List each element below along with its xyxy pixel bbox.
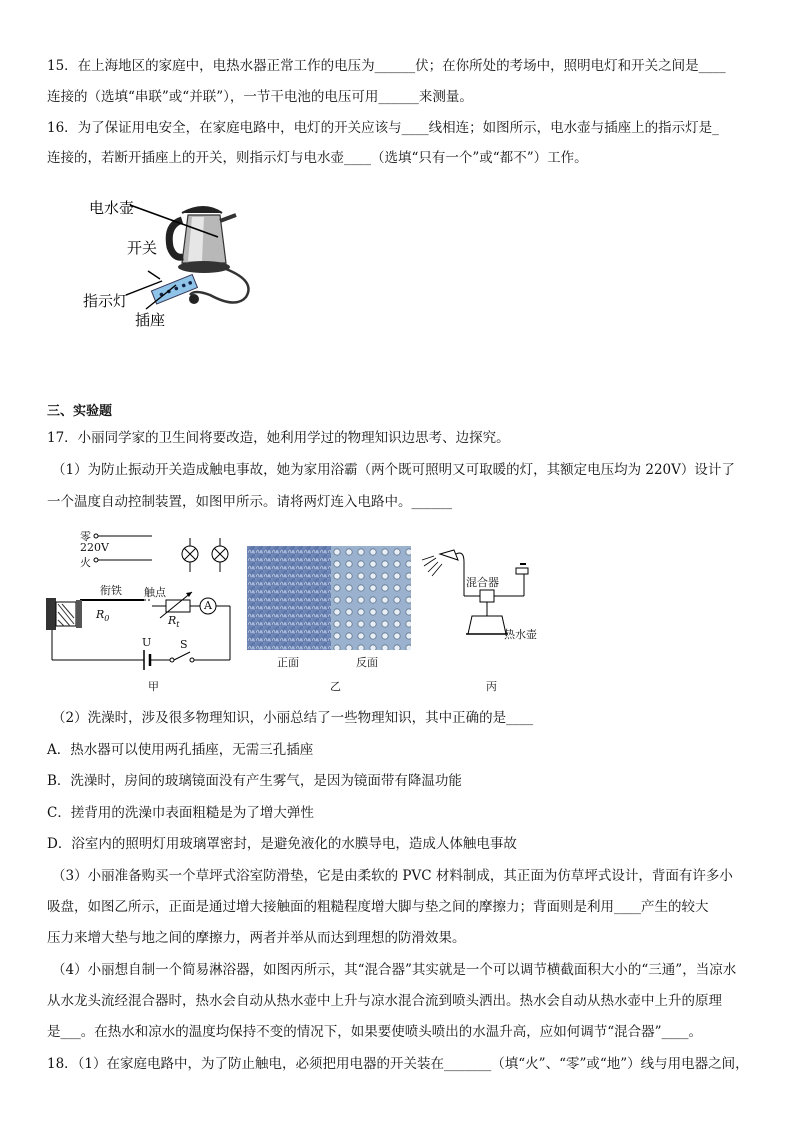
fire-label: 火 <box>80 556 91 569</box>
mat-back-label: 反面 <box>356 656 378 669</box>
q16-line2: 连接的，若断开插座上的开关，则指示灯与电水壶____（选填“只有一个”或“都不”）工作。 <box>47 150 588 166</box>
caption-bing: 丙 <box>486 680 497 693</box>
q17-p1-line2: 一个温度自动控制装置，如图甲所示。请将两灯连入电路中。______ <box>47 494 452 510</box>
hot-kettle-label: 热水壶 <box>504 628 537 641</box>
kettle-label: 电水壶 <box>89 199 135 217</box>
section-title: 三、实验题 <box>47 404 113 419</box>
q17-p4-line1: （4）小丽想自制一个简易淋浴器，如图丙所示，其“混合器”其实就是一个可以调节横截面积大小的“三通”，当凉水 <box>52 962 737 978</box>
rt-label: $R_t$ <box>168 614 180 630</box>
figure-jia-circuit <box>40 528 240 693</box>
mat-front-label: 正面 <box>277 656 299 669</box>
r0-label: $R_0$ <box>96 608 110 624</box>
figure-yi-mat <box>247 546 411 650</box>
caption-jia: 甲 <box>148 680 159 693</box>
q17-p2: （2）洗澡时，涉及很多物理知识，小丽总结了一些物理知识，其中正确的是____ <box>52 710 534 726</box>
q15-line1: 15．在上海地区的家庭中，电热水器正常工作的电压为______伏；在你所处的考场中，照明电灯和开关之间是____ <box>47 58 726 74</box>
q17-p3-line1: （3）小丽准备购买一个草坪式浴室防滑垫，它是由柔软的 PVC 材料制成，其正面为仿草坪式设计，背面有许多小 <box>52 868 733 884</box>
q17-p4-line3: 是___。在热水和凉水的温度均保持不变的情况下，如果要使喷头喷出的水温升高，应如何调节“混合器”____。 <box>47 1024 703 1040</box>
kettle-socket-figure <box>70 185 310 335</box>
q17-option-c: C．搓背用的洗澡巾表面粗糙是为了增大弹性 <box>47 805 314 821</box>
q16-line1: 16．为了保证用电安全，在家庭电路中，电灯的开关应该与____线相连；如图所示，电水壶与插座上的指示灯是_ <box>47 120 719 136</box>
s-label: S <box>180 638 188 651</box>
q17-p1-line1: （1）为防止振动开关造成触电事故，她为家用浴霸（两个既可照明又可取暖的灯，其额定电压均为 220V）设计了 <box>52 462 735 478</box>
contact-label: 触点 <box>144 586 166 599</box>
armature-label: 衔铁 <box>100 584 122 597</box>
q17-p3-line3: 压力来增大垫与地之间的摩擦力，两者并举从而达到理想的防滑效果。 <box>47 930 466 946</box>
switch-label: 开关 <box>127 239 158 257</box>
q17-p3-line2: 吸盘，如图乙所示，正面是通过增大接触面的粗糙程度增大脚与垫之间的摩擦力；背面则是利用____产生的较大 <box>47 899 709 915</box>
q17-p4-line2: 从水龙头流经混合器时，热水会自动从热水壶中上升与凉水混合流到喷头洒出。热水会自动从热水壶中上升的原理 <box>47 993 722 1009</box>
zero-label: 零 <box>80 530 91 543</box>
q17-intro: 17．小丽同学家的卫生间将要改造，她利用学过的物理知识边思考、边探究。 <box>47 430 510 446</box>
u-label: U <box>142 636 152 649</box>
indicator-label: 指示灯 <box>83 292 129 310</box>
caption-yi: 乙 <box>330 680 341 693</box>
ammeter-label: A <box>204 599 212 612</box>
q17-option-d: D．浴室内的照明灯用玻璃罩密封，是避免液化的水膜导电，造成人体触电事故 <box>47 836 517 852</box>
q17-option-a: A．热水器可以使用两孔插座，无需三孔插座 <box>47 742 314 758</box>
mixer-label: 混合器 <box>466 576 499 589</box>
socket-label: 插座 <box>135 311 166 329</box>
voltage-label: 220V <box>80 541 109 554</box>
q17-option-b: B．洗澡时，房间的玻璃镜面没有产生雾气，是因为镜面带有降温功能 <box>47 773 462 789</box>
q15-line2: 连接的（选填“串联”或“并联”），一节干电池的电压可用______来测量。 <box>47 89 473 105</box>
q18-line1: 18．（1）在家庭电路中，为了防止触电，必须把用电器的开关装在_______（填“火”、“零”或“地”）线与用电器之间， <box>47 1056 749 1072</box>
